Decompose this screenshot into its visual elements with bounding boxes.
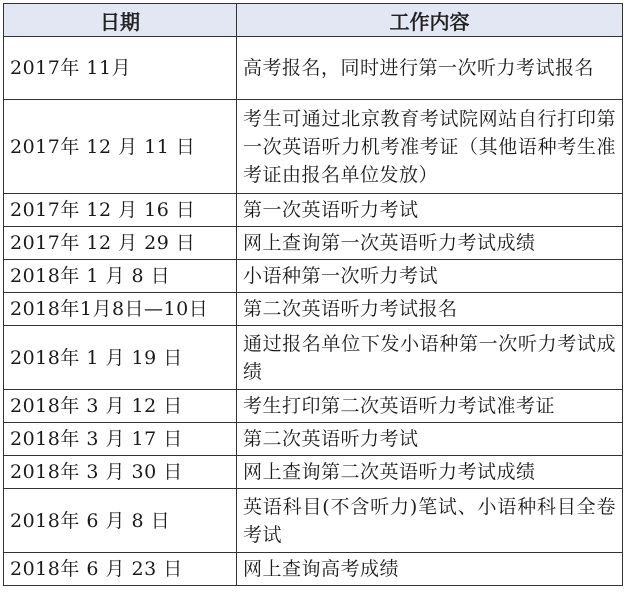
work-cell: 考生可通过北京教育考试院网站自行打印第一次英语听力机考准考证（其他语种考生准考证由报名单位发放） (237, 100, 623, 194)
work-cell: 网上查询第一次英语听力考试成绩 (237, 227, 623, 260)
date-cell: 2017年 12 月 29 日 (4, 227, 237, 260)
work-column-header: 工作内容 (237, 4, 623, 37)
date-cell: 2017年 11月 (4, 37, 237, 100)
table-row (4, 456, 623, 489)
table-row (4, 423, 623, 456)
date-cell: 2018年 6 月 23 日 (4, 553, 237, 586)
table-row (4, 553, 623, 586)
work-cell: 通过报名单位下发小语种第一次听力考试成绩 (237, 326, 623, 390)
date-cell: 2018年 1 月 19 日 (4, 326, 237, 390)
table-row (4, 37, 623, 100)
date-cell: 2018年 1 月 8 日 (4, 260, 237, 293)
date-cell: 2018年 3 月 30 日 (4, 456, 237, 489)
table-row (4, 227, 623, 260)
table-row (4, 194, 623, 227)
table-header-row (4, 4, 623, 37)
date-cell: 2017年 12 月 11 日 (4, 100, 237, 194)
date-cell: 2018年1月8日—10日 (4, 293, 237, 326)
date-cell: 2018年 6 月 8 日 (4, 489, 237, 553)
work-cell: 高考报名，同时进行第一次听力考试报名 (237, 37, 623, 100)
schedule-table-container (3, 3, 622, 597)
date-cell: 2018年 3 月 12 日 (4, 390, 237, 423)
work-cell: 第一次英语听力考试 (237, 194, 623, 227)
work-cell: 第二次英语听力考试报名 (237, 293, 623, 326)
date-cell: 2018年 3 月 17 日 (4, 423, 237, 456)
table-row (4, 293, 623, 326)
work-cell: 英语科目(不含听力)笔试、小语种科目全卷考试 (237, 489, 623, 553)
table-row (4, 326, 623, 390)
table-row (4, 390, 623, 423)
table-row (4, 489, 623, 553)
table-row (4, 260, 623, 293)
date-column-header: 日期 (4, 4, 237, 37)
work-cell: 网上查询高考成绩 (237, 553, 623, 586)
schedule-table (3, 3, 623, 586)
work-cell: 考生打印第二次英语听力考试准考证 (237, 390, 623, 423)
date-cell: 2017年 12 月 16 日 (4, 194, 237, 227)
work-cell: 第二次英语听力考试 (237, 423, 623, 456)
work-cell: 网上查询第二次英语听力考试成绩 (237, 456, 623, 489)
work-cell: 小语种第一次听力考试 (237, 260, 623, 293)
table-row (4, 100, 623, 194)
